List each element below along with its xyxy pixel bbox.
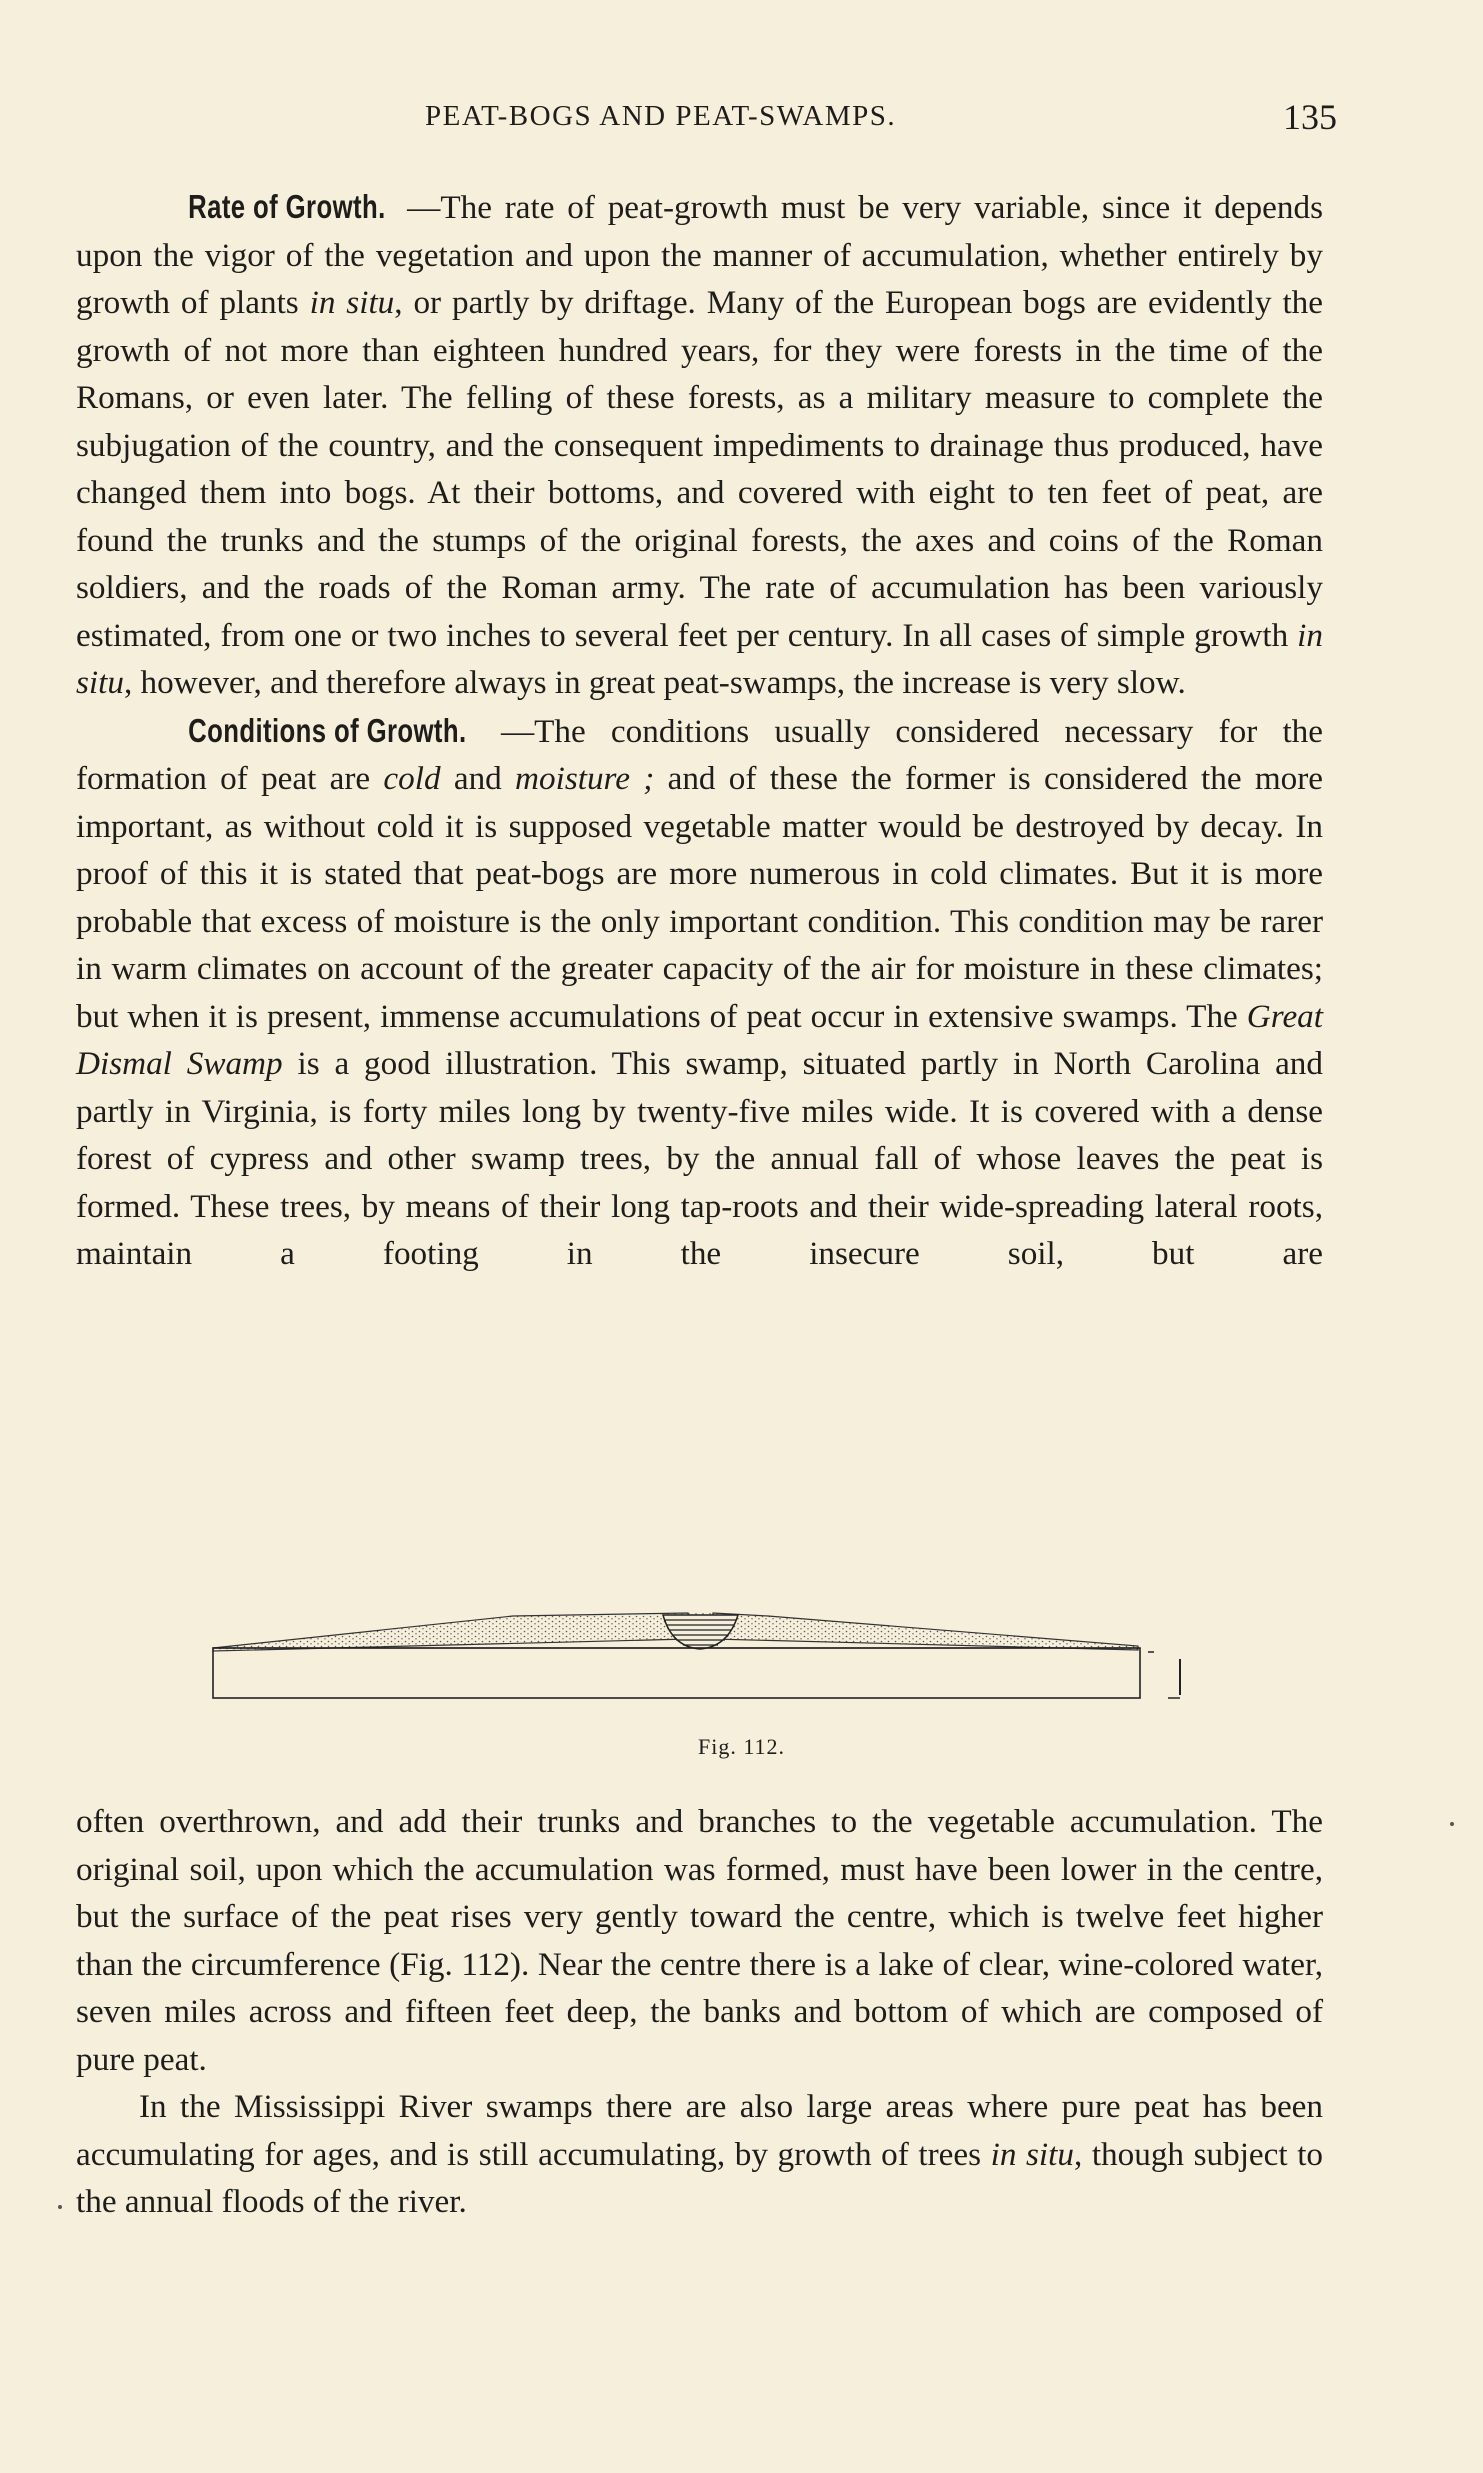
italic-run: Great Dismal Swamp (76, 997, 1323, 1082)
italic-run: moisture ; (515, 760, 655, 797)
figure-swamp-section (208, 1605, 1193, 1715)
italic-run: in situ (309, 284, 395, 321)
text-run: , though subject to the annual floods of the river. (76, 2135, 1324, 2220)
page-header (0, 96, 1483, 156)
italic-run: in situ (76, 616, 1323, 701)
italic-run: in situ (990, 2135, 1074, 2173)
paragraph-continuation (76, 1798, 1323, 2083)
swamp-cross-section-diagram (208, 1605, 1193, 1715)
text-run: , or partly by driftage. Many of the European bogs are evidently the growth of not more than eighteen hundred years, for they were forests in the time of the Romans, or even later. The felling of these forests, as a military measure to complete the subjugation of the country, and the consequent impediments to drainage thus produced, have changed them into bogs. At their bottoms, and covered with eight to ten feet of peat, are found the trunks and the stumps of the original forests, the axes and coins of the Roman soldiers, and the roads of the Roman army. The rate of accumulation has been variously estimated, from one or two inches to several feet per century. In all cases of simple growth (76, 284, 1323, 654)
text-run: and (440, 760, 516, 797)
text-block-upper (76, 183, 1323, 1278)
peat-layer-left (213, 1613, 688, 1651)
figure-caption: Fig. 112. (697, 1734, 786, 1759)
text-run: , however, and therefore always in great peat-swamps, the increase is very slow. (123, 664, 1186, 701)
text-run: often overthrown, and add their trunks and branches to the vegetable accumulation. The original soil, upon which the accumulation was formed, must have been lower in the centre, but the surface of the peat rises very gently toward the centre, which is twelve feet higher than the circumference (Fig. 112). Near the centre there is a lake of clear, wine-colored water, seven miles across and fifteen feet deep, the banks and bottom of which are composed of pure peat. (76, 1803, 1323, 2078)
running-title: PEAT-BOGS AND PEAT-SWAMPS. (425, 100, 897, 132)
text-run: The conditions usually considered necessary for the formation of peat are (76, 712, 1323, 797)
paragraph-mississippi (76, 2083, 1323, 2226)
paragraph-rate-of-growth: Rate of Growth. —The rate of peat-growth must be very variable, since it depends upon the vigor of the vegetation and upon the manner of accumulation, whether entirely by growth of plants in situ, or partly by driftage. Many of the European bogs are evidently the growth of not more than eighteen hundred years, for they were forests in the time of the Romans, or even later. The felling of these forests, as a military measure to complete the subjugation of the country, and the consequent impediments to drainage thus produced, have changed them into bogs. At their bottoms, and covered with eight to ten feet of peat, are found the trunks and the stumps of the original forests, the axes and coins of the Roman soldiers, and the roads of the Roman army. The rate of accumulation has been variously estimated, from one or two inches to several feet per century. In all cases of simple growth in situ, however, and therefore always in great peat-swamps, the increase is very slow. (76, 183, 1323, 707)
peat-layer-right (713, 1613, 1138, 1650)
italic-run: cold (383, 760, 441, 797)
margin-speck (58, 2205, 62, 2209)
page-number: 135 (1283, 97, 1337, 137)
run-in-heading: Rate of Growth. (188, 188, 386, 225)
soil-base-outline (213, 1648, 1140, 1698)
text-run: and of these the former is considered the more important, as without cold it is supposed vegetable matter would be destroyed by decay. In proof of this it is stated that peat-bogs are more numerous in cold climates. But it is more probable that excess of moisture is the only important condition. This condition may be rarer in warm climates on account of the greater capacity of the air for moisture in these climates; but when it is present, immense accumulations of peat occur in extensive swamps. The (76, 760, 1324, 1035)
run-in-heading: Conditions of Growth. (188, 711, 467, 749)
margin-speck (1450, 1822, 1454, 1826)
text-block-lower (76, 1798, 1323, 2226)
text-run: In the Mississippi River swamps there are also large areas where pure peat has been accumulating for ages, and is still accumulating, by growth of trees (76, 2088, 1323, 2173)
text-run: is a good illustration. This swamp, situated partly in North Carolina and partly in Virginia, is forty miles long by twenty-five miles wide. It is covered with a dense forest of cypress and other swamp trees, by the annual fall of whose leaves the peat is formed. These trees, by means of their long tap-roots and their wide-spreading lateral roots, maintain a footing in the insecure soil, but are (76, 1045, 1323, 1272)
text-run: The rate of peat-growth must be very variable, since it depends upon the vigor of the vegetation and upon the manner of accumulation, whether entirely by growth of plants (76, 189, 1323, 321)
paragraph-conditions-of-growth: Conditions of Growth. —The conditions usually considered necessary for the formation of peat are cold and moisture ; and of these the former is considered the more important, as without cold it is supposed vegetable matter would be destroyed by decay. In proof of this it is stated that peat-bogs are more numerous in cold climates. But it is more probable that excess of moisture is the only important condition. This condition may be rarer in warm climates on account of the greater capacity of the air for moisture in these climates; but when it is present, immense accumulations of peat occur in extensive swamps. The Great Dismal Swamp is a good illustration. This swamp, situated partly in North Carolina and partly in Virginia, is forty miles long by twenty-five miles wide. It is covered with a dense forest of cypress and other swamp trees, by the annual fall of whose leaves the peat is formed. These trees, by means of their long tap-roots and their wide-spreading lateral roots, maintain a footing in the insecure soil, but are (76, 707, 1323, 1278)
